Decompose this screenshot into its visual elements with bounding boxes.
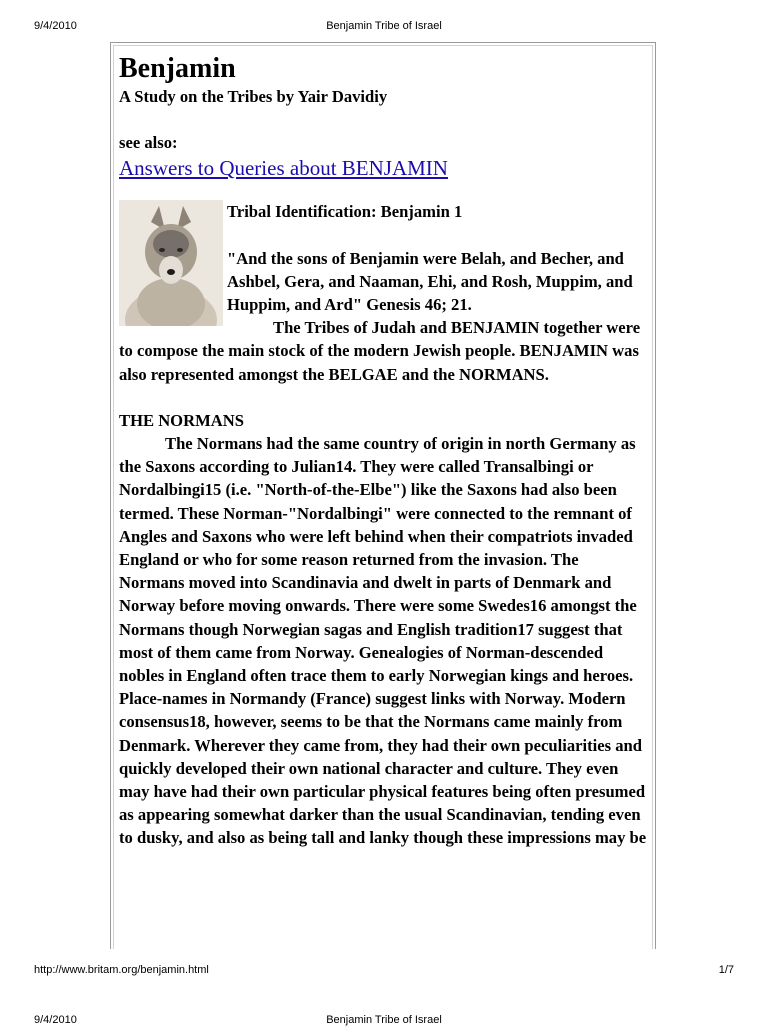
print-date: 9/4/2010: [34, 20, 77, 32]
article-frame: [110, 42, 656, 949]
section-heading-normans: THE NORMANS: [119, 410, 244, 430]
normans-paragraph: The Normans had the same country of origin in north Germany as the Saxons according to Julian14. They were called Transalbingi or Nordalbingi15 (i.e. "North-of-the-Elbe") like the Saxons had also been termed. These Norman-"Nordalbingi" were connected to the remnant of Angles and Saxons who were left behind when their compatriots invaded England or who for some reason returned from the invasion. The Normans moved into Scandinavia and dwelt in parts of Denmark and Norway before moving onwards. There were some Swedes16 amongst the Normans though Norwegian sagas and English tradition17 suggest that most of them came from Norway. Genealogies of Norman-descended nobles in England often trace them to early Norwegian kings and heroes. Place-names in Normandy (France) suggest links with Norway. Modern consensus18, however, seems to be that the Normans came mainly from Denmark. Wherever they came from, they had their own peculiarities and quickly developed their own national character and culture. They even may have had their own particular physical features being often presumed as appearing somewhat darker than the usual Scandinavian, tending even to dusky, and also as being tall and lanky though these impressions may be: [119, 434, 647, 848]
wolf-photo: [119, 200, 223, 326]
next-print-title: Benjamin Tribe of Israel: [326, 1014, 442, 1026]
next-print-date: 9/4/2010: [34, 1014, 77, 1026]
benjamin-queries-link[interactable]: Answers to Queries about BENJAMIN: [119, 156, 448, 181]
see-also-label: see also:: [119, 133, 178, 153]
print-url: http://www.britam.org/benjamin.html: [34, 964, 209, 976]
print-footer: [0, 962, 768, 978]
genesis-quote: "And the sons of Benjamin were Belah, and Becher, and Ashbel, Gera, and Naaman, Ehi, and Rosh, Muppim, and Huppim, and Ard" Genesis 46; 21.: [227, 248, 633, 315]
tribal-identification: Tribal Identification: Benjamin 1: [227, 202, 463, 222]
article-content: [119, 53, 647, 850]
print-title: Benjamin Tribe of Israel: [326, 20, 442, 32]
next-page-header: [0, 1012, 768, 1028]
article-subtitle: A Study on the Tribes by Yair Davidiy: [119, 87, 388, 106]
print-header: [0, 18, 768, 34]
print-page-number: 1/7: [718, 964, 734, 976]
article-title: Benjamin: [119, 53, 236, 84]
intro-paragraph: The Tribes of Judah and BENJAMIN together were to compose the main stock of the modern Jewish people. BENJAMIN was also represented amongst the BELGAE and the NORMANS.: [119, 318, 641, 384]
